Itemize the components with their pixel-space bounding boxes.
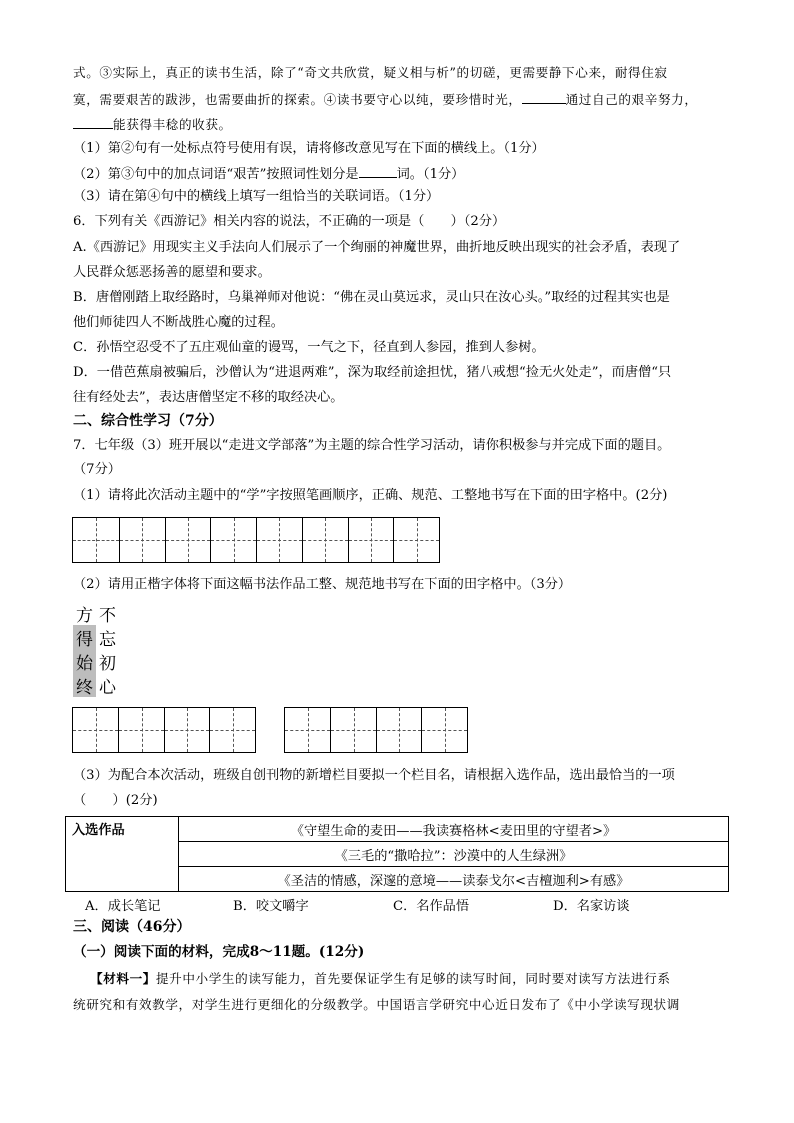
grid-cell[interactable]	[393, 518, 439, 562]
grid-cell[interactable]	[376, 708, 422, 752]
q7-stem-2: （7分）	[73, 462, 121, 477]
q5-sub1: （1）第②句有一处标点符号使用有误，请将修改意见写在下面的横线上。（1分）	[73, 141, 545, 156]
q5-sub3: （3）请在第④句中的横线上填写一组恰当的关联词语。（1分）	[73, 189, 440, 204]
tianzige-grid-1[interactable]	[72, 517, 440, 563]
q7-option-a[interactable]: A．成长笔记	[85, 899, 161, 914]
grid-cell[interactable]	[302, 518, 348, 562]
answer-blank[interactable]	[522, 89, 566, 104]
passage-line-3: 能获得丰稔的收获。	[73, 114, 232, 135]
section-2-title: 二、综合性学习（7分）	[73, 413, 223, 429]
material-1-line-2: 统研究和有效教学，对学生进行更细化的分级教学。中国语言学研究中心近日发布了《中小学读写现状调	[73, 997, 680, 1012]
grid-cell[interactable]	[165, 518, 211, 562]
grid-cell[interactable]	[73, 518, 119, 562]
grid-cell[interactable]	[256, 518, 302, 562]
passage-line-1: 式。③实际上，真正的读书生活，除了“奇文共欣赏，疑义相与析”的切磋，更需要静下心来，耐得住寂	[73, 65, 668, 80]
q7-part-1: （1）请将此次活动主题中的“学”字按照笔画顺序，正确、规范、工整地书写在下面的田字格中。(2分)	[73, 488, 668, 503]
q7-part-3-1: （3）为配合本次活动，班级自创刊物的新增栏目要拟一个栏目名，请根据入选作品，选出最恰当的一项	[73, 768, 675, 783]
q7-option-b[interactable]: B．咬文嚼字	[233, 899, 309, 914]
grid-cell[interactable]	[285, 708, 330, 752]
answer-blank[interactable]	[73, 114, 113, 129]
table-label: 入选作品	[66, 817, 179, 892]
table-row: 《圣洁的情感，深邃的意境——读泰戈尔<吉檀迦利>有感》	[179, 867, 729, 892]
q7-stem-1: 7．七年级（3）班开展以“走进文学部落”为主题的综合性学习活动，请你积极参与并完成下面的题目。	[73, 438, 671, 453]
table-row: 《守望生命的麦田——我读赛格林<麦田里的守望者>》	[179, 817, 729, 842]
q6-option-a-1: A.《西游记》用现实主义手法向人们展示了一个绚丽的神魔世界，曲折地反映出现实的社会矛盾，表现了	[73, 240, 681, 255]
tianzige-grid-2b[interactable]	[284, 707, 468, 753]
material-1-line-1: 【材料一】提升中小学生的读写能力，首先要保证学生有足够的读写时间，同时要对读写方法进行系	[90, 971, 671, 986]
q7-option-c[interactable]: C．名作品悟	[393, 899, 470, 914]
q6-option-b-1: B．唐僧刚踏上取经路时，乌巢禅师对他说：“佛在灵山莫远求，灵山只在汝心头。”取经的过程其实也是	[73, 290, 670, 305]
q5-sub2: （2）第③句中的加点词语“艰苦”按照词性划分是 词。（1分）	[73, 163, 464, 185]
grid-cell[interactable]	[164, 708, 210, 752]
section-3-sub-1: （一）阅读下面的材料，完成8～11题。(12分)	[73, 944, 365, 960]
selected-works-table	[65, 816, 729, 892]
answer-blank[interactable]	[359, 163, 397, 178]
grid-cell[interactable]	[330, 708, 376, 752]
grid-cell[interactable]	[73, 708, 118, 752]
grid-cell[interactable]	[118, 708, 164, 752]
q6-option-d-1: D．一借芭蕉扇被骗后，沙僧认为“进退两难”，深为取经前途担忧，猪八戒想“捡无火处走”，而唐僧“只	[73, 365, 672, 380]
grid-cell[interactable]	[119, 518, 165, 562]
calligraphy-artwork: 方 不 得 忘 始 初 终 心	[73, 601, 119, 697]
q6-option-d-2: 往有经处去”，表达唐僧坚定不移的取经决心。	[73, 390, 344, 405]
q7-option-d[interactable]: D．名家访谈	[553, 899, 630, 914]
table-row: 《三毛的“撒哈拉”：沙漠中的人生绿洲》	[179, 842, 729, 867]
grid-cell[interactable]	[348, 518, 394, 562]
grid-cell[interactable]	[421, 708, 467, 752]
grid-cell[interactable]	[210, 518, 256, 562]
q7-part-3-2: （ ）(2分)	[73, 793, 158, 808]
q7-part-2: （2）请用正楷字体将下面这幅书法作品工整、规范地书写在下面的田字格中。（3分）	[73, 577, 572, 592]
passage-line-2: 寞，需要艰苦的跋涉，也需要曲折的探索。④读书要守心以纯，要珍惜时光， 通过自己的艰辛努力，	[73, 89, 698, 110]
grid-cell[interactable]	[209, 708, 255, 752]
q6-option-c: C．孙悟空忍受不了五庄观仙童的谩骂，一气之下，径直到人参园，推到人参树。	[73, 340, 545, 355]
q6-stem: 6．下列有关《西游记》相关内容的说法，不正确的一项是（ ）（2分）	[73, 214, 506, 229]
q6-option-b-2: 他们师徒四人不断战胜心魔的过程。	[73, 315, 284, 330]
section-3-title: 三、阅读（46分）	[73, 919, 191, 935]
q6-option-a-2: 人民群众惩恶扬善的愿望和要求。	[73, 265, 271, 280]
tianzige-grid-2a[interactable]	[72, 707, 256, 753]
